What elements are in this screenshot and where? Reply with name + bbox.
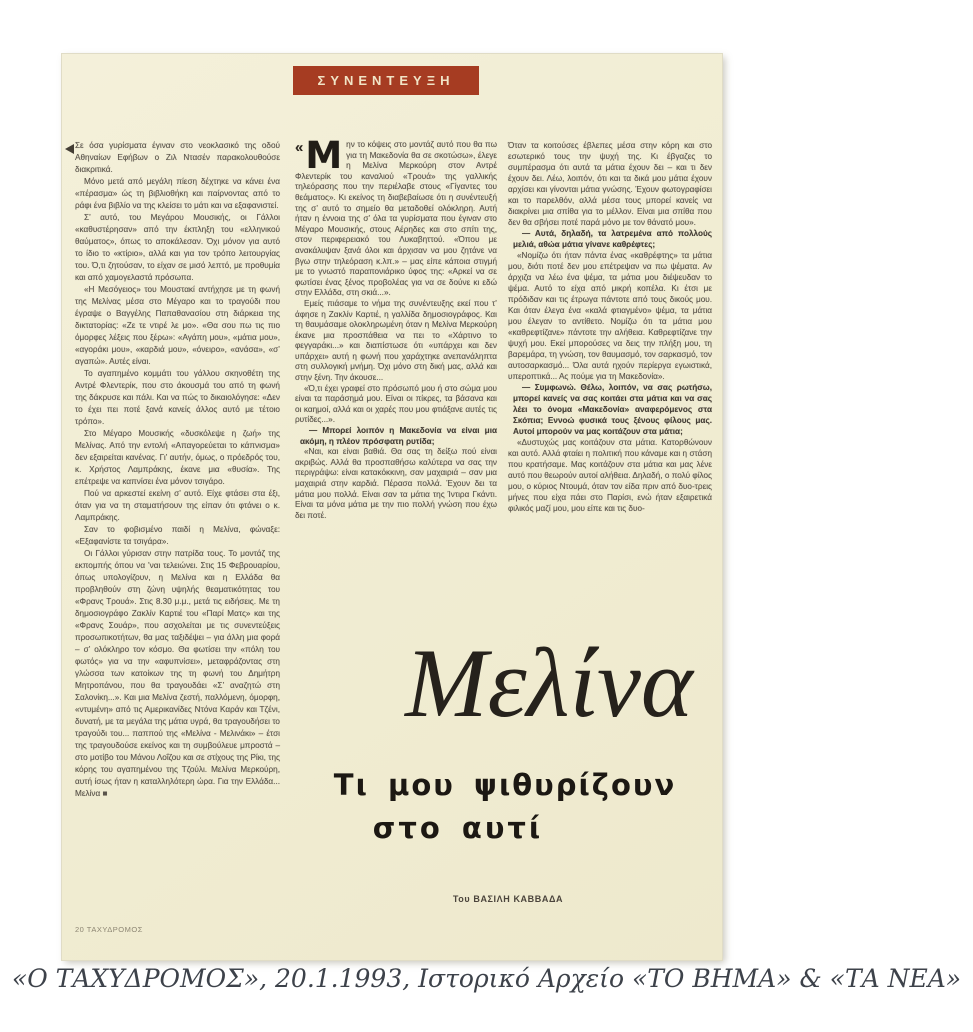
paragraph: Πού να αρκεστεί εκείνη σ’ αυτό. Είχε φτάσει στα έξι, όταν για να τη σταματήσουν της είπαν ότι φτάνει ο κ. Λαμπράκης.	[75, 489, 280, 522]
interview-question: — Αυτά, δηλαδή, τα λατρεμένα από πολλούς μελιά, αθώα μάτια γίνανε καθρέφτες;	[513, 229, 712, 249]
open-quote-mark: «	[295, 139, 304, 156]
interview-question: — Μπορεί λοιπόν η Μακεδονία να είναι μια ακόμη, η πλέον πρόσφατη ρυτίδα;	[300, 426, 497, 446]
column-right	[508, 140, 712, 514]
byline: Του ΒΑΣΙΛΗ ΚΑΒΒΑΔΑ	[452, 894, 564, 904]
paragraph: «Ναι, και είναι βαθιά. Θα σας τη δείξω πού είναι ακριβώς. Αλλά θα προσπαθήσω καλύτερα να σας την περιγράψω: είναι κατακόκκινη, σαν μαχαιριά – σαν μια μαχαιριά στην καρδιά. Πέρασα πολλά. Έχουν δει τα μάτια μου πολλά. Είναι σαν τα μάτια της Ίντιρα Γκάντι. Είναι τα μόνα μάτια με την πιο πολλή γνώση που έχω δει ποτέ.	[295, 447, 497, 520]
paragraph: «Ό,τι έχει γραφεί στο πρόσωπό μου ή στο σώμα μου είναι τα παράσημά μου. Είναι οι πίκρες, τα βάσανα και οι καημοί, αλλά και οι χαρές που μου φτιάξανε αυτές τις ρυτίδες...».	[295, 383, 497, 425]
paragraph: «Δυστυχώς μας κοιτάζουν στα μάτια. Κατορθώνουν και αυτό. Αλλά φταίει η πολιτική που κάναμε και η στάση που κρατήσαμε. Μας κοιτάζουν στα μάτια και μας λένε αυτό που θεωρούν αυτοί αλήθεια. Δηλαδή, ο πολύ φίλος μου, ο κύριος Ντουμά, όταν τον είδα πριν από δυο-τρεις μήνες που είχα πάει στο Παρίσι, ενώ ήταν εξαιρετικά φιλικός μαζί μου, μου είπε και τις δυο-	[508, 438, 712, 513]
paragraph: Στο Μέγαρο Μουσικής «δυσκόλεψε η ζωή» της Μελίνας. Από την εντολή «Απαγορεύεται το κάπνισμα» δεν εξαιρείται κανένας. Γι’ αυτήν, όμως, ο πρόεδρός του, κ. Χρήστος Λαμπράκης, έκανε μια «θυσία». Της επέτρεψε να καπνίσει ένα μόνον τσιγάρο.	[75, 429, 280, 486]
paragraph: Σε όσα γυρίσματα έγιναν στο νεοκλασικό της οδού Αθηναίων Εφήβων ο Ζιλ Ντασέν παρακολουθούσε διακριτικά.	[75, 141, 280, 174]
paragraph: Εμείς πιάσαμε το νήμα της συνέντευξης εκεί που τ’ άφησε η Ζακλίν Καρτιέ, η γαλλίδα δημοσιογράφος. Και τη θαυμάσαμε ολοκληρωμένη όταν η Μελίνα Μερκούρη έκανε μια προσπάθεια να πει το «Χάρτινο το φεγγαράκι...» και διαπίστωσε ότι «υπάρχει και δεν υπάρχει» αυτή η φωνή που χαράχτηκε ανεπανάληπτα στη συλλογική μνήμη. Όχι μόνο στη δική μας, αλλά και στην ξένη. Την άκουσε...	[295, 298, 497, 383]
article-subtitle-line1: Τι μου ψιθυρίζουν	[333, 768, 677, 802]
paragraph: Όταν τα κοιτούσες έβλεπες μέσα στην κόρη και στο εσωτερικό τους την ψυχή της. Κι έβγαζες το συμπέρασμα ότι αυτά τα μάτια έχουν δει – και τι δεν έχουν δει. Λέω, λοιπόν, ότι και τα δικά μου μάτια έχουν αρχίσει και γίνονται μάτια γνώσης. Έχουν φωτογραφίσει και το παρελθόν, αλλά μέσα τους μπορεί κανείς να διακρίνει μια σπίθα για το μέλλον. Είναι μια σπίθα που δεν θα σβήσει ποτέ παρά μόνο με τον θάνατό μου».	[508, 141, 712, 227]
paragraph: Σαν το φοβισμένο παιδί η Μελίνα, φώναξε: «Εξαφανίστε τα τσιγάρα».	[75, 525, 280, 546]
article-title: Μελίνα	[405, 629, 693, 738]
paragraph: Το αγαπημένο κομμάτι του γάλλου σκηνοθέτη της Αντρέ Φλεντερίκ, που στο άκουσμά του από τη φωνή της δάκρυσε και πάλι. Και να πώς το δικαιολόγησε: «Δεν το έχει πει ποτέ ξανά κανείς άλλος αυτό με τέτοιο τρόπο».	[75, 369, 280, 426]
paragraph-lead	[295, 134, 497, 299]
paragraph: Οι Γάλλοι γύρισαν στην πατρίδα τους. Το μοντάζ της εκπομπής όπου να ’ναι τελειώνει. Στις 15 Φεβρουαρίου, όπως υπολογίζουν, η Μελίνα και η Ελλάδα θα προβληθούν στη ζώνη υψηλής θεαματικότητας του «Φρανς Τρουά». Στις 8.30 μ.μ., μετά τις ειδήσεις. Με τη δημοσιογράφο Ζακλίν Καρτιέ του «Παρί Ματς» και της «Φρανς Σουάρ», που ασχολείται με τις συνεντεύξεις προσωπικοτήτων, θα μας ταξιδέψει – για άλλη μια φορά – σ’ ολόκληρο τον κόσμο. Θα φωτίσει την «πόλη του φωτός» για να την «αφυπνίσει», μεταφράζοντας στη γλώσσα των κατοίκων της τη φωνή του Δημήτρη Μητροπάνου, που θα τραγουδάει «Σ’ αναζητώ στη Σαλονίκη...». Και μια Μελίνα ζεστή, παλλόμενη, όμορφη, «ντυμένη» από τις Αμερικανίδες Ντόνα Καράν και Τζένι, δυνατή, με τα μεγάλα της μάτια υγρά, θα τραγουδήσει το τραγούδι του... παππού της «Μελίνα - Μελινάκι» – έτσι της τραγουδούσε εκείνος και τη συμβούλευε μπροστά – στο μοτίβο του Μάνου Λοΐζου και σε στίχους της Ρίκι, της κόρης του αγαπημένου της Τζούλι. Μελίνα Μερκούρη, αυτή ίσως ήταν η καταλληλότερη ώρα. Για την Ελλάδα... Μελίνα ■	[75, 549, 280, 798]
paragraph: Μόνο μετά από μεγάλη πίεση δέχτηκε να κάνει ένα «πέρασμα» ώς τη βιβλιοθήκη και παίρνοντας από το ράφι ένα βιβλίο να της κλείσει το μάτι και να εξαφανιστεί.	[75, 177, 280, 210]
interview-question: — Συμφωνώ. Θέλω, λοιπόν, να σας ρωτήσω, μπορεί κανείς να σας κοιτάει στα μάτια και να σας λέει το όνομα «Μακεδονία» αναφερόμενος στα Σκόπια; Εννοώ φυσικά τους ξένους φίλους μας. Αυτοί μπορούν να μας κοιτάζουν στα μάτια;	[513, 383, 712, 436]
section-banner-label: ΣΥΝΕΝΤΕΥΞΗ	[317, 73, 455, 88]
magazine-page-scan	[62, 54, 722, 960]
paragraph-text: ην το κόψεις στο μοντάζ αυτό που θα πω για τη Μακεδονία θα σε σκοτώσω», έλεγε η Μελίνα Μερκούρη στον Αντρέ Φλεντερίκ του καναλιού «Τρουά» της γαλλικής τηλεόρασης που την περιέλαβε στους «Γίγαντες του θεάματος». Κι εκείνος τη διαβεβαίωσε ότι η συνέντευξή της σ’ αυτό το σημείο θα μεταδοθεί ολόκληρη. Αυτή ήταν η έννοια της σ’ όλα τα γυρίσματα που έγιναν στο Μέγαρο Μουσικής, στους Αέρηδες και στο σπίτι της, στον περιφερειακό του Λυκαβηττού. «Όπου με ανακάλυψαν ξανά όλοι και άρχισαν να μου ζητάνε να βγω στην τηλεόραση κ.λπ.» – μας είπε κάποια στιγμή με το γνωστό παραπονιάρικο ύφος της: «Αρκεί να σε φωτίσει ένας ξένος προβολέας για να σε δούνε κι εδώ στην Ελλάδα, στη σκιά...».	[295, 140, 497, 298]
drop-cap: Μ	[305, 134, 343, 177]
article-subtitle-line2: στο αυτί	[372, 811, 544, 845]
column-left	[75, 140, 280, 800]
column-middle	[295, 134, 497, 521]
continuation-arrow-icon	[65, 144, 74, 154]
paragraph: «Νομίζω ότι ήταν πάντα ένας «καθρέφτης» τα μάτια μου, διότι ποτέ δεν μου επέτρεψαν να πω ψέματα. Αν άρχιζα να λέω ένα ψέμα, τα μάτια μου διέψευδαν το ψέμα. Αυτό το είχα από μικρή κοπέλα. Κι έτσι με πρόδιδαν και τις έτρωγα πάντοτε από τους δικούς μου. Και όταν έλεγα ένα «καλά φτιαγμένο» ψέμα, τα μάτια μου έλεγαν το αντίθετο. Νομίζω ότι τα μάτια μου «καθρεφτίζανε» πάντοτε την αλήθεια. Καθρεφτίζανε την ψυχή μου. Εκεί μπορούσες να δεις την πλήξη μου, τη βαρεμάρα, τη γνώση, τον θαυμασμό, τον σαρκασμό, τον αυτοσαρκασμό... Όλα αυτά ηχούν περίεργα εγωιστικά, υπεροπτικά... Ας πούμε για τη Μακεδονία».	[508, 251, 712, 381]
paragraph: Σ’ αυτό, του Μεγάρου Μουσικής, οι Γάλλοι «καθυστέρησαν» από την έκπληξη του «ελληνικού θαύματος», όπως το αποκάλεσαν. Όχι μόνον για αυτό το ίδιο το «κτίριο», αλλά και για τον τρόπο λειτουργίας του. Ό,τι ζητούσαν, το είχαν σε μισό λεπτό, με προθυμία και από χαμογελαστά πρόσωπα.	[75, 213, 280, 282]
paragraph: «Η Μεσόγειος» του Μουστακί αντήχησε με τη φωνή της Μελίνας μέσα στο Μέγαρο και το τραγούδι που έγραψε ο Βαγγέλης Παπαθανασίου στη διάρκεια της δικτατορίας: «Ζε τε ντιρέ λε μο». «Θα σου πω τις πιο όμορφες λέξεις που ξέρω»: «Αγάπη μου», «μάτια μου», «αγοράκι μου», «καρδιά μου», «όνειρο», «ανάσα», «σ’ αγαπώ». Αυτές είναι.	[75, 285, 280, 366]
archive-caption: «Ο ΤΑΧΥΔΡΟΜΟΣ», 20.1.1993, Ιστορικό Αρχείο «ΤΟ ΒΗΜΑ» & «ΤΑ ΝΕΑ»	[11, 964, 962, 993]
page-number-footer: 20 ΤΑΧΥΔΡΟΜΟΣ	[75, 925, 143, 934]
section-banner	[293, 66, 479, 95]
